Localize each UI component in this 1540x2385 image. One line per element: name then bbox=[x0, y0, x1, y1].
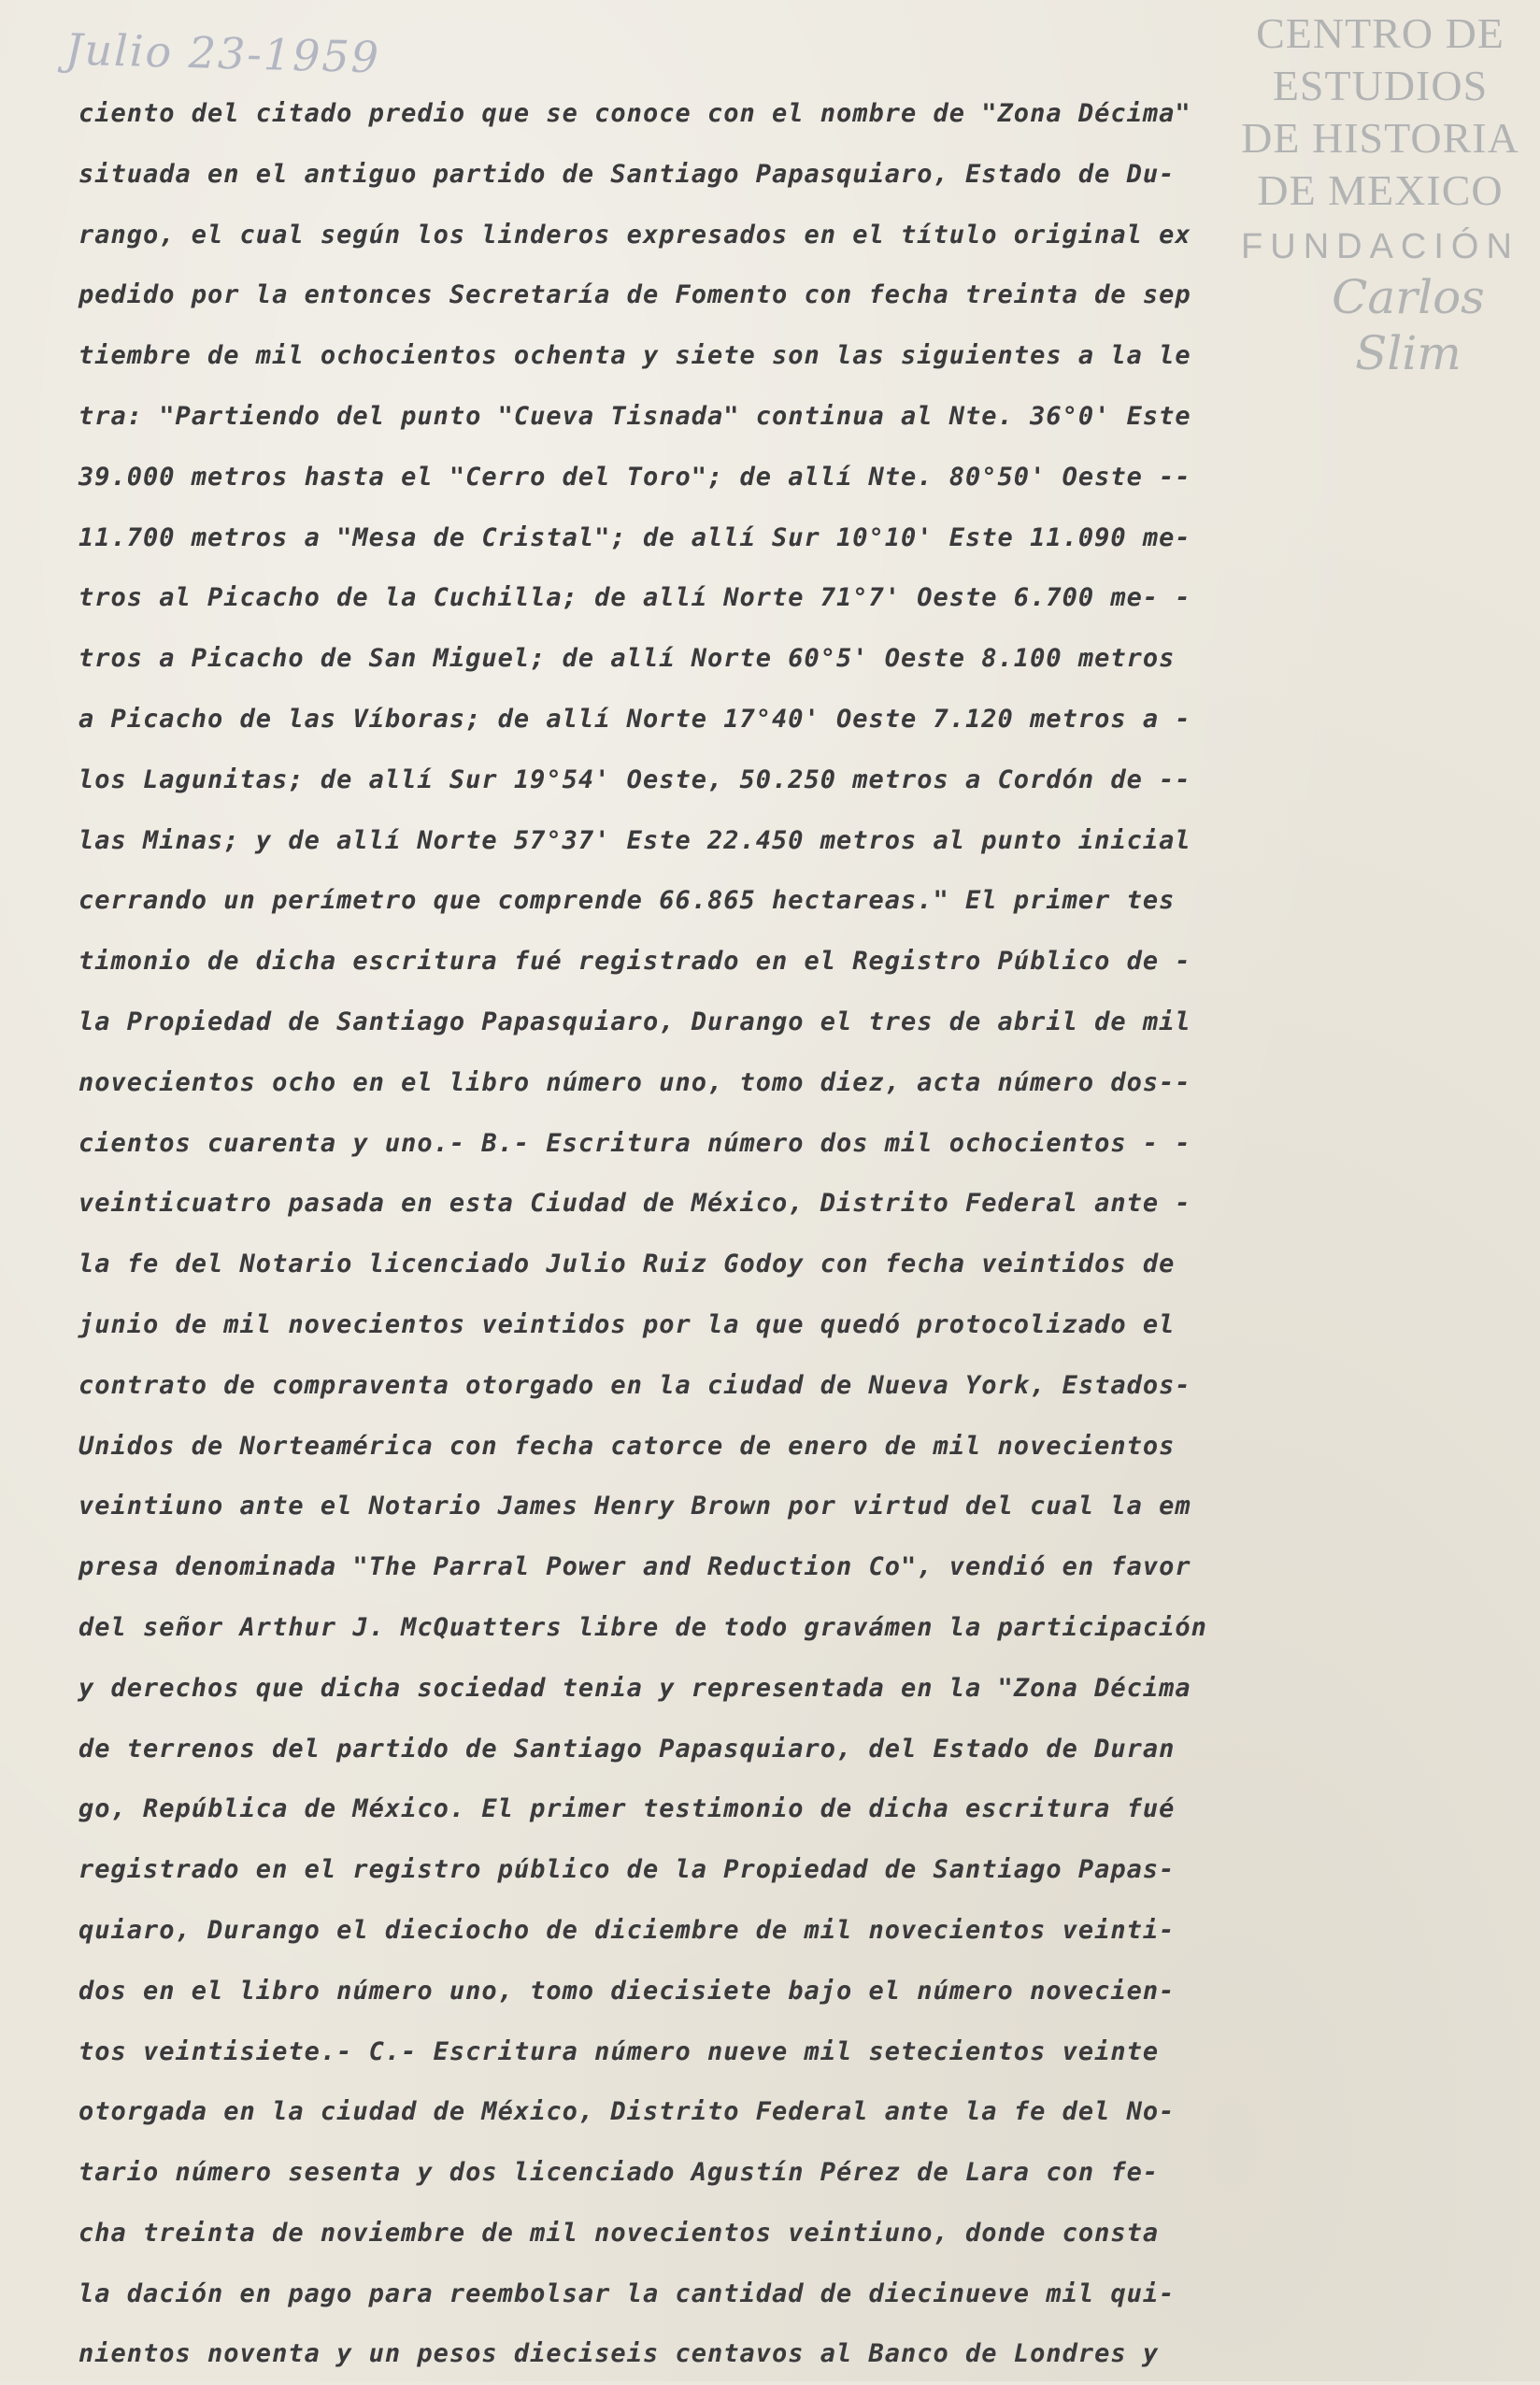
text-line: tros a Picacho de San Miguel; de allí Norte 60°5' Oeste 8.100 metros bbox=[78, 644, 1176, 674]
text-line: veinticuatro pasada en esta Ciudad de México, Distrito Federal ante - bbox=[78, 1189, 1191, 1219]
text-line: go, República de México. El primer testimonio de dicha escritura fué bbox=[78, 1794, 1176, 1824]
watermark-signature: Carlos Slim bbox=[1332, 270, 1485, 380]
text-line: y derechos que dicha sociedad tenia y representada en la "Zona Décima bbox=[78, 1673, 1191, 1703]
text-line: nientos noventa y un pesos dieciseis centavos al Banco de Londres y bbox=[78, 2339, 1160, 2369]
text-line: presa denominada "The Parral Power and Reduction Co", vendió en favor bbox=[78, 1552, 1191, 1582]
text-line: cerrando un perímetro que comprende 66.865 hectareas." El primer tes bbox=[78, 886, 1176, 916]
text-line: Unidos de Norteamérica con fecha catorce de enero de mil novecientos bbox=[78, 1431, 1176, 1461]
text-line: cha treinta de noviembre de mil novecientos veintiuno, donde consta bbox=[78, 2218, 1160, 2248]
watermark-line: DE MEXICO bbox=[1257, 166, 1504, 214]
text-line: ciento del citado predio que se conoce con el nombre de "Zona Décima" bbox=[78, 99, 1191, 128]
text-line: contrato de compraventa otorgado en la ciudad de Nueva York, Estados- bbox=[78, 1370, 1191, 1400]
text-line: veintiuno ante el Notario James Henry Brown por virtud del cual la em bbox=[78, 1492, 1191, 1521]
text-line: la Propiedad de Santiago Papasquiaro, Durango el tres de abril de mil bbox=[78, 1007, 1191, 1036]
text-line: la fe del Notario licenciado Julio Ruiz Godoy con fecha veintidos de bbox=[78, 1250, 1176, 1279]
text-line: 11.700 metros a "Mesa de Cristal"; de allí Sur 10°10' Este 11.090 me- bbox=[78, 522, 1191, 552]
text-line: de terrenos del partido de Santiago Papasquiaro, del Estado de Duran bbox=[78, 1734, 1176, 1764]
text-line: tos veintisiete.- C.- Escritura número nueve mil setecientos veinte bbox=[78, 2036, 1160, 2066]
watermark-line: DE HISTORIA bbox=[1241, 114, 1519, 162]
text-line: situada en el antiguo partido de Santiago Papasquiaro, Estado de Du- bbox=[78, 159, 1176, 189]
text-line: pedido por la entonces Secretaría de Fomento con fecha treinta de sep bbox=[78, 280, 1191, 310]
text-line: tiembre de mil ochocientos ochenta y siete son las siguientes a la le bbox=[78, 341, 1191, 371]
typewritten-body bbox=[78, 84, 1321, 2385]
text-line: a Picacho de las Víboras; de allí Norte 17°40' Oeste 7.120 metros a - bbox=[78, 704, 1191, 734]
handwritten-date-note: Julio 23-1959 bbox=[64, 23, 381, 83]
text-line: novecientos ocho en el libro número uno, tomo diez, acta número dos-- bbox=[78, 1067, 1191, 1097]
text-line: timonio de dicha escritura fué registrado en el Registro Público de - bbox=[78, 947, 1191, 977]
watermark-foundation: FUNDACIÓN bbox=[1241, 227, 1519, 266]
text-line: tario número sesenta y dos licenciado Agustín Pérez de Lara con fe- bbox=[78, 2158, 1160, 2188]
text-line: 39.000 metros hasta el "Cerro del Toro"; de allí Nte. 80°50' Oeste -- bbox=[78, 462, 1191, 492]
text-line: quiaro, Durango el dieciocho de diciembre de mil novecientos veinti- bbox=[78, 1915, 1176, 1945]
text-line: las Minas; y de allí Norte 57°37' Este 22.450 metros al punto inicial bbox=[78, 825, 1191, 855]
text-line: tra: "Partiendo del punto "Cueva Tisnada" continua al Nte. 36°0' Este bbox=[78, 401, 1191, 431]
watermark-line: CENTRO DE bbox=[1256, 9, 1504, 57]
text-line: junio de mil novecientos veintidos por la que quedó protocolizado el bbox=[78, 1309, 1176, 1339]
text-line: rango, el cual según los linderos expresados en el título original ex bbox=[78, 220, 1191, 250]
watermark-line: ESTUDIOS bbox=[1272, 62, 1489, 109]
text-line: registrado en el registro público de la Propiedad de Santiago Papas- bbox=[78, 1855, 1176, 1885]
text-line: los Lagunitas; de allí Sur 19°54' Oeste, 50.250 metros a Cordón de -- bbox=[78, 764, 1191, 794]
text-line: del señor Arthur J. McQuatters libre de todo gravámen la participación bbox=[78, 1612, 1207, 1642]
text-line: cientos cuarenta y uno.- B.- Escritura número dos mil ochocientos - - bbox=[78, 1128, 1191, 1158]
text-line: tros al Picacho de la Cuchilla; de allí Norte 71°7' Oeste 6.700 me- - bbox=[78, 583, 1191, 613]
text-line: dos en el libro número uno, tomo diecisiete bajo el número novecien- bbox=[78, 1976, 1176, 2006]
text-line: otorgada en la ciudad de México, Distrito Federal ante la fe del No- bbox=[78, 2097, 1176, 2127]
text-line: la dación en pago para reembolsar la cantidad de diecinueve mil qui- bbox=[78, 2278, 1176, 2308]
